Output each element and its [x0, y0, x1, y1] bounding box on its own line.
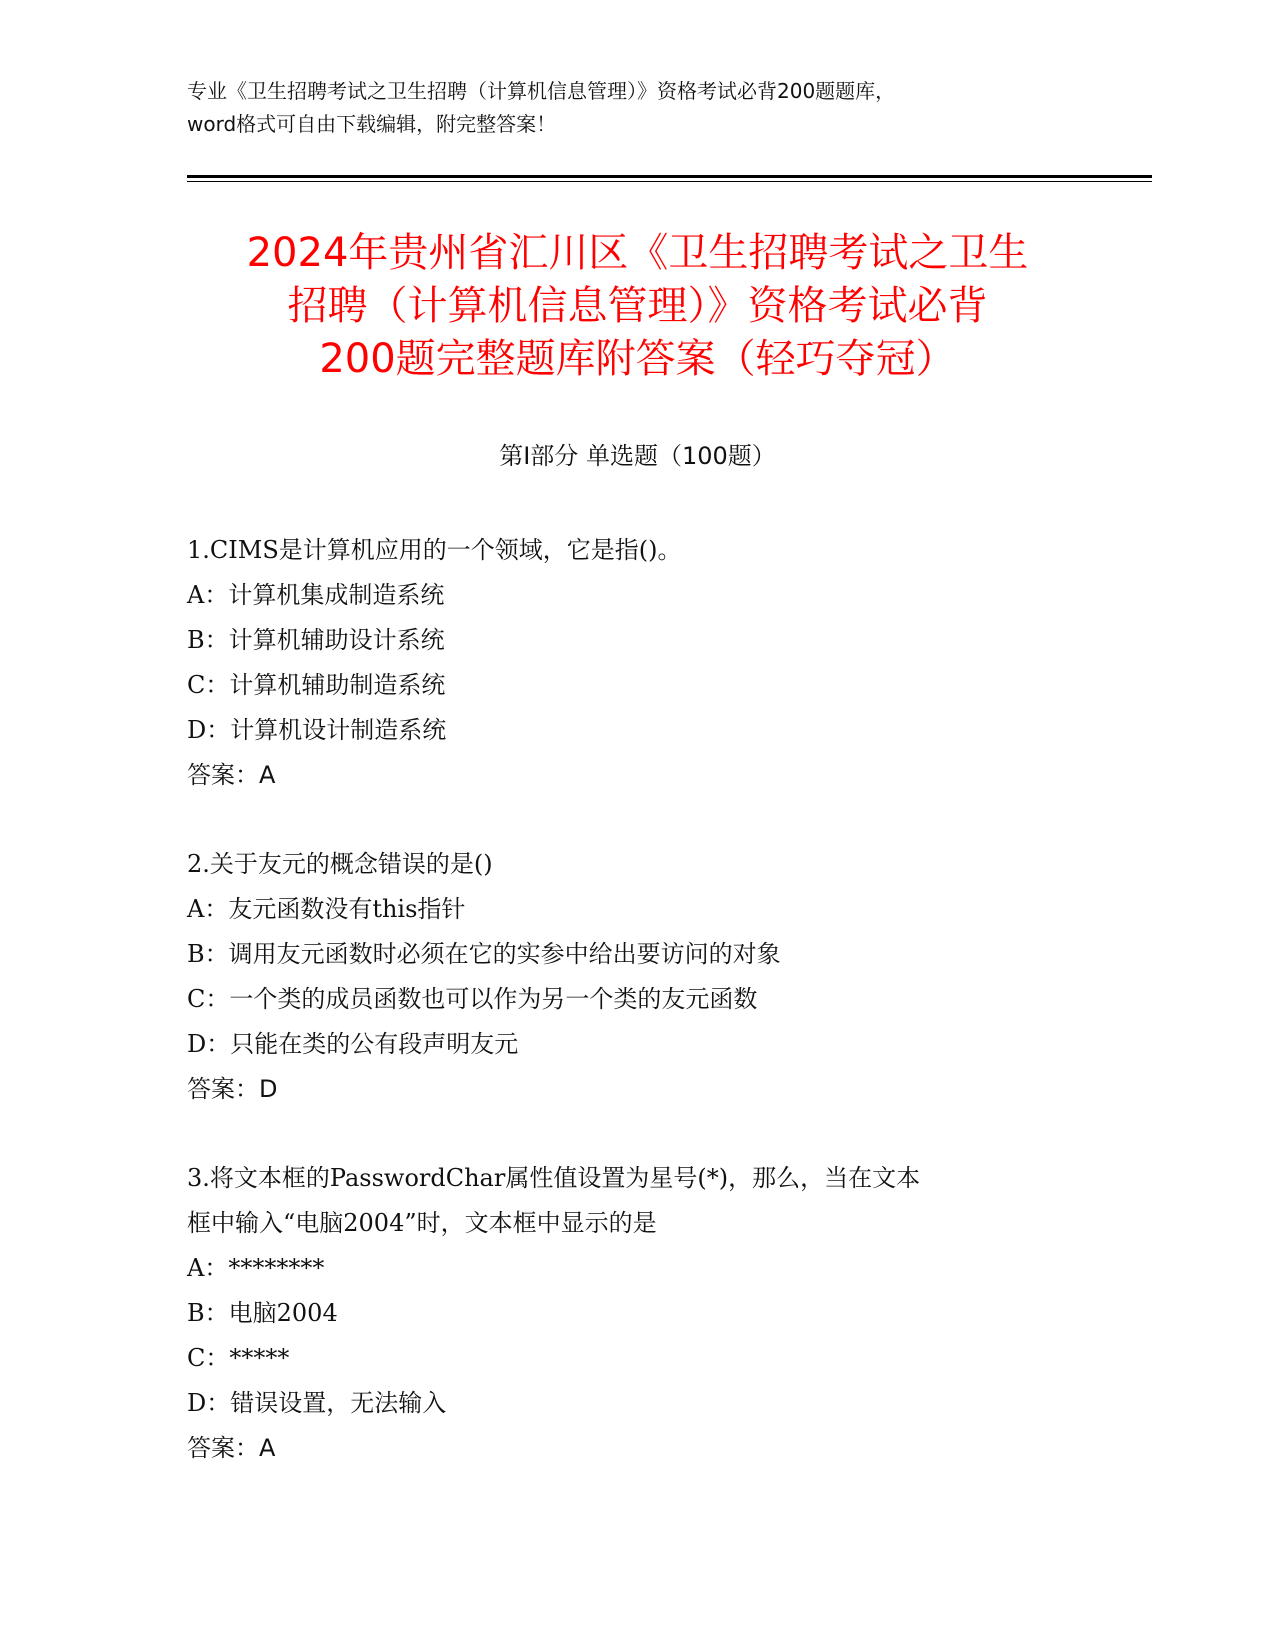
answer-line: 答案：A: [187, 1434, 276, 1462]
option-b: B：计算机辅助设计系统: [187, 626, 445, 654]
question-stem: 2.关于友元的概念错误的是(): [187, 850, 493, 878]
header-divider-thick: [187, 175, 1152, 178]
question-list: [187, 528, 1087, 1515]
question-stem-line-2: 框中输入“电脑2004”时，文本框中显示的是: [187, 1209, 657, 1237]
option-d: D：错误设置，无法输入: [187, 1389, 447, 1417]
question-stem-line-1: 3.将文本框的PasswordChar属性值设置为星号(*)，那么，当在文本: [187, 1164, 921, 1192]
header-note-line-1: 专业《卫生招聘考试之卫生招聘（计算机信息管理）》资格考试必背200题题库，: [187, 79, 896, 103]
option-c: C：计算机辅助制造系统: [187, 671, 446, 699]
document-title-line-3: 200题完整题库附答案（轻巧夺冠）: [319, 336, 956, 382]
option-b: B：电脑2004: [187, 1299, 338, 1327]
question-item: [187, 1156, 1087, 1471]
answer-line: 答案：D: [187, 1075, 278, 1103]
question-item: [187, 842, 1087, 1112]
option-a: A：友元函数没有this指针: [187, 895, 466, 923]
question-item: [187, 528, 1087, 798]
option-d: D：只能在类的公有段声明友元: [187, 1030, 519, 1058]
header-note: [187, 75, 1087, 141]
document-title-line-1: 2024年贵州省汇川区《卫生招聘考试之卫生: [246, 230, 1029, 276]
option-c: C：*****: [187, 1344, 290, 1372]
header-divider-thin: [187, 181, 1152, 182]
section-heading: 第Ⅰ部分 单选题（100题）: [499, 442, 776, 470]
document-title: [150, 227, 1125, 386]
option-a: A：计算机集成制造系统: [187, 581, 445, 609]
answer-line: 答案：A: [187, 761, 276, 789]
document-title-line-2: 招聘（计算机信息管理）》资格考试必背: [287, 283, 988, 329]
question-stem: 1.CIMS是计算机应用的一个领域，它是指()。: [187, 536, 682, 564]
option-b: B：调用友元函数时必须在它的实参中给出要访问的对象: [187, 940, 781, 968]
option-d: D：计算机设计制造系统: [187, 716, 447, 744]
option-a: A：********: [187, 1254, 325, 1282]
option-c: C：一个类的成员函数也可以作为另一个类的友元函数: [187, 985, 758, 1013]
header-note-line-2: word格式可自由下载编辑，附完整答案！: [187, 112, 557, 136]
